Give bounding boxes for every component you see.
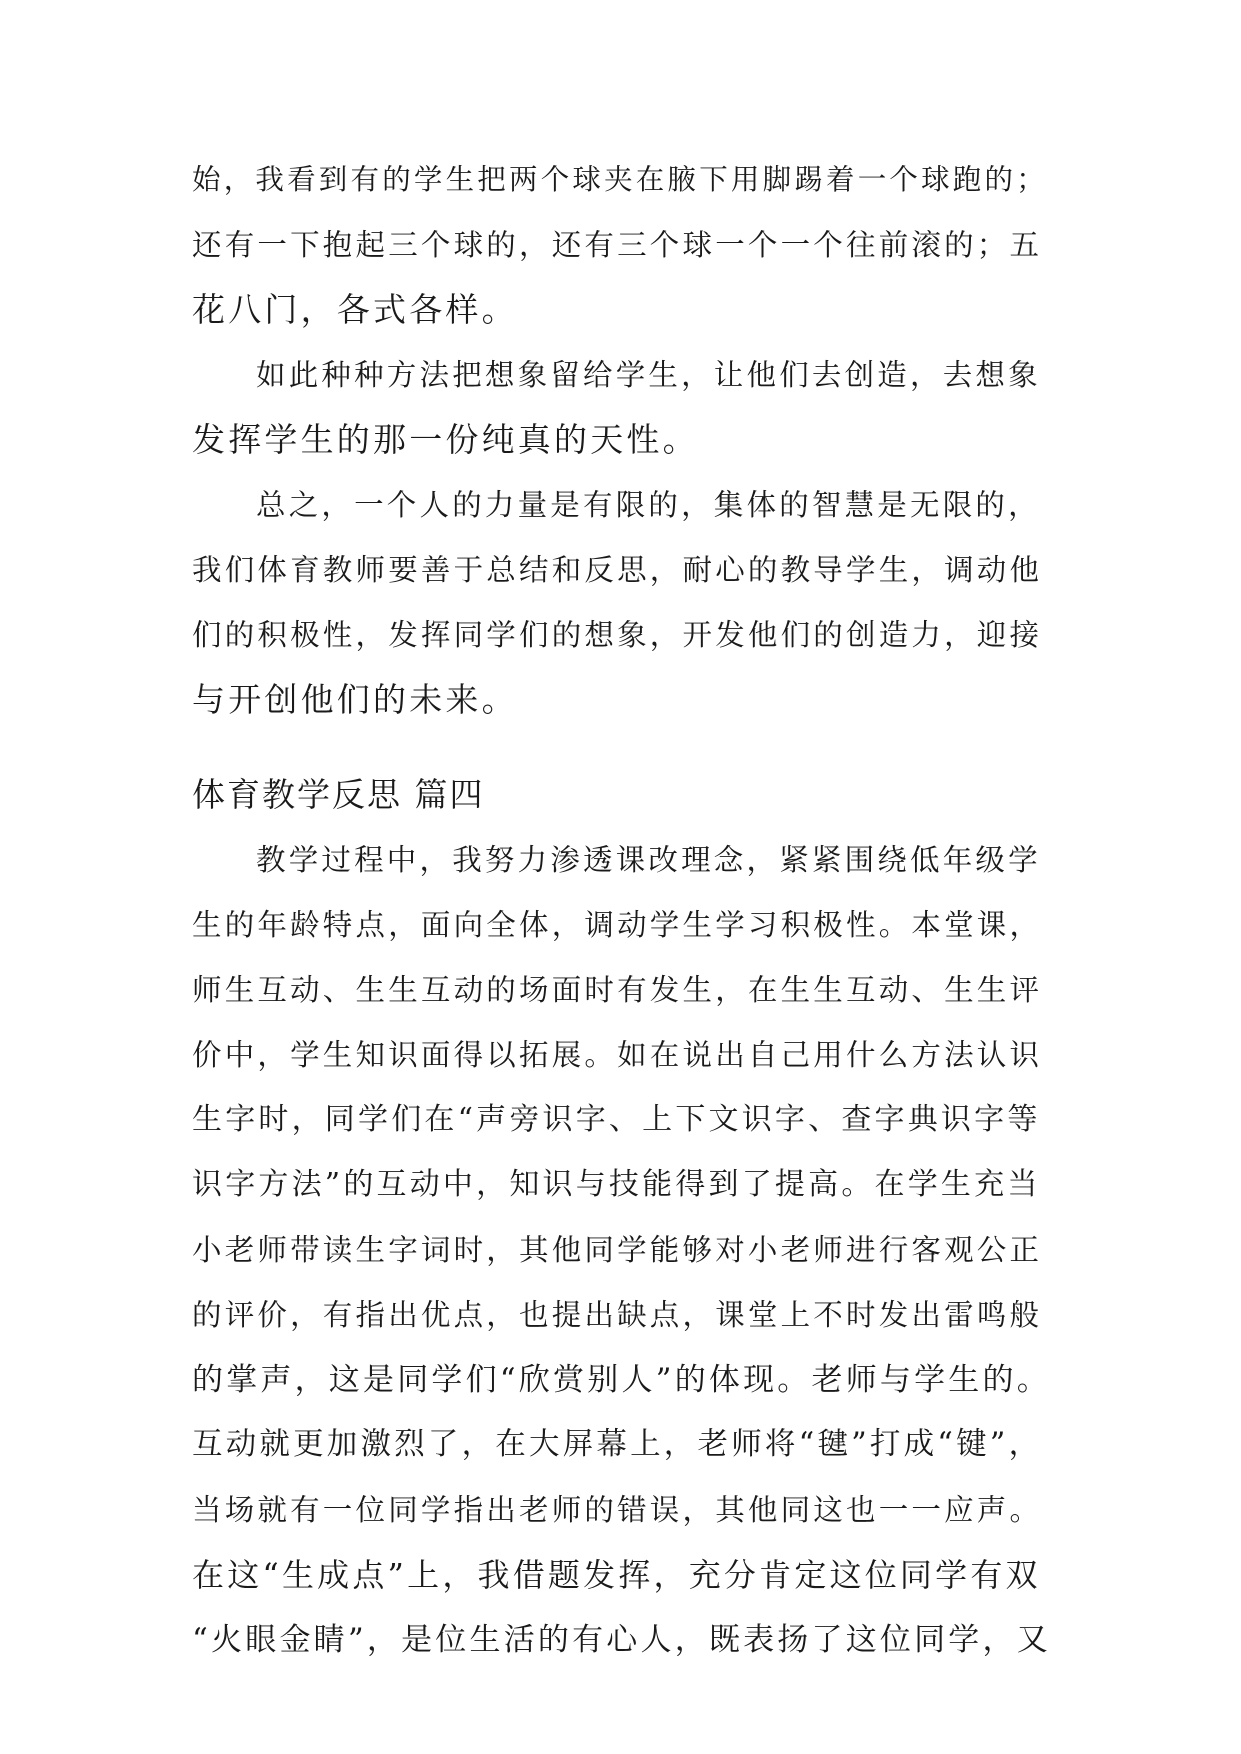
paragraph-line: 还有一下抱起三个球的，还有三个球一个一个往前滚的；五	[192, 228, 1043, 262]
paragraph-line: 价中，学生知识面得以拓展。如在说出自己用什么方法认识	[192, 1038, 1043, 1072]
section-heading: 体育教学反思 篇四	[192, 775, 485, 814]
paragraph-line: 在这“生成点”上，我借题发挥，充分肯定这位同学有双	[192, 1556, 1041, 1594]
paragraph-line: “火眼金睛”，是位生活的有心人，既表扬了这位同学，又	[192, 1622, 1051, 1658]
paragraph-line: 如此种种方法把想象留给学生，让他们去创造，去想象	[256, 358, 1041, 392]
paragraph-line: 的评价，有指出优点，也提出缺点，课堂上不时发出雷鸣般	[192, 1298, 1043, 1332]
paragraph-line: 我们体育教师要善于总结和反思，耐心的教导学生，调动他	[192, 553, 1043, 587]
paragraph-line: 互动就更加激烈了，在大屏幕上，老师将“毽”打成“键”，	[192, 1427, 1043, 1462]
paragraph-line: 识字方法”的互动中，知识与技能得到了提高。在学生充当	[192, 1167, 1041, 1202]
paragraph-line: 的掌声，这是同学们“欣赏别人”的体现。老师与学生的。	[192, 1362, 1051, 1398]
paragraph-line: 发挥学生的那一份纯真的天性。	[192, 420, 699, 459]
paragraph-line: 教学过程中，我努力渗透课改理念，紧紧围绕低年级学	[256, 843, 1041, 877]
paragraph-line: 小老师带读生字词时，其他同学能够对小老师进行客观公正	[192, 1233, 1043, 1267]
paragraph-line: 始，我看到有的学生把两个球夹在腋下用脚踢着一个球跑的；	[192, 163, 1048, 196]
paragraph-line: 师生互动、生生互动的场面时有发生，在生生互动、生生评	[192, 973, 1043, 1007]
paragraph-line: 们的积极性，发挥同学们的想象，开发他们的创造力，迎接	[192, 618, 1043, 652]
paragraph-line: 与开创他们的未来。	[192, 680, 518, 719]
paragraph-line: 总之，一个人的力量是有限的，集体的智慧是无限的，	[256, 488, 1041, 522]
paragraph-line: 花八门，各式各样。	[192, 290, 518, 329]
paragraph-line: 生的年龄特点，面向全体，调动学生学习积极性。本堂课，	[192, 908, 1043, 942]
paragraph-line: 当场就有一位同学指出老师的错误，其他同这也一一应声。	[192, 1493, 1043, 1527]
paragraph-line: 生字时，同学们在“声旁识字、上下文识字、查字典识字等	[192, 1102, 1041, 1137]
